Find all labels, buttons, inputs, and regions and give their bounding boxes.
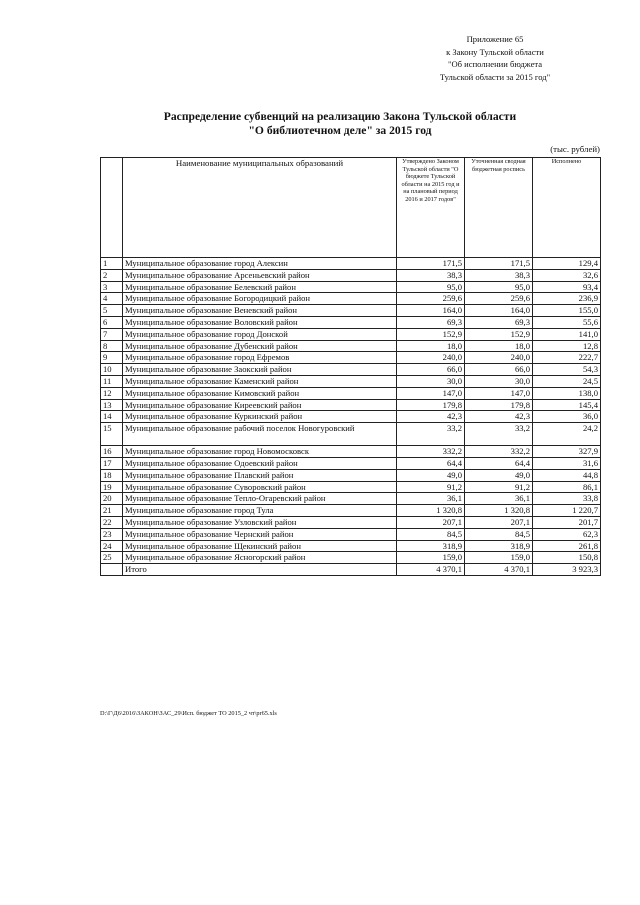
table-row <box>101 340 601 352</box>
row-name: Муниципальное образование рабочий поселок Новогуровский <box>123 423 397 446</box>
row-executed: 222,7 <box>533 352 601 364</box>
row-revised: 152,9 <box>465 328 533 340</box>
row-name: Муниципальное образование Киреевский район <box>123 399 397 411</box>
header-name: Наименование муниципальных образований <box>123 158 397 258</box>
row-name: Муниципальное образование Куркинский район <box>123 411 397 423</box>
row-executed: 236,9 <box>533 293 601 305</box>
row-executed: 129,4 <box>533 258 601 270</box>
table-row <box>101 375 601 387</box>
row-number: 8 <box>101 340 123 352</box>
row-number: 21 <box>101 505 123 517</box>
table-row <box>101 540 601 552</box>
total-row <box>101 564 601 576</box>
row-number: 18 <box>101 469 123 481</box>
table-row <box>101 528 601 540</box>
row-executed: 24,2 <box>533 423 601 446</box>
row-executed: 93,4 <box>533 281 601 293</box>
table-row <box>101 387 601 399</box>
table-row <box>101 505 601 517</box>
header-executed: Исполнено <box>533 158 601 258</box>
row-number: 12 <box>101 387 123 399</box>
units-label: (тыс. рублей) <box>550 144 600 154</box>
row-revised: 332,2 <box>465 446 533 458</box>
row-name: Муниципальное образование Кимовский район <box>123 387 397 399</box>
row-number: 7 <box>101 328 123 340</box>
row-executed: 12,8 <box>533 340 601 352</box>
row-number: 1 <box>101 258 123 270</box>
row-executed: 327,9 <box>533 446 601 458</box>
row-revised: 38,3 <box>465 269 533 281</box>
row-approved: 49,0 <box>397 469 465 481</box>
table-row <box>101 293 601 305</box>
total-number <box>101 564 123 576</box>
table-row <box>101 316 601 328</box>
row-number: 19 <box>101 481 123 493</box>
header-revised: Уточненная сводная бюджетная роспись <box>465 158 533 258</box>
row-approved: 147,0 <box>397 387 465 399</box>
row-name: Муниципальное образование Каменский район <box>123 375 397 387</box>
row-executed: 150,8 <box>533 552 601 564</box>
row-approved: 42,3 <box>397 411 465 423</box>
row-name: Муниципальное образование город Тула <box>123 505 397 517</box>
row-number: 15 <box>101 423 123 446</box>
row-revised: 179,8 <box>465 399 533 411</box>
header-approved: Утверждено Законом Тульской области "О бюджете Тульской области на 2015 год и на плановый период 2016 и 2017 годов" <box>397 158 465 258</box>
row-revised: 36,1 <box>465 493 533 505</box>
total-approved: 4 370,1 <box>397 564 465 576</box>
row-name: Муниципальное образование город Донской <box>123 328 397 340</box>
row-approved: 38,3 <box>397 269 465 281</box>
row-approved: 84,5 <box>397 528 465 540</box>
row-approved: 164,0 <box>397 305 465 317</box>
row-revised: 69,3 <box>465 316 533 328</box>
row-approved: 179,8 <box>397 399 465 411</box>
row-name: Муниципальное образование Чернский район <box>123 528 397 540</box>
row-executed: 54,3 <box>533 364 601 376</box>
row-approved: 171,5 <box>397 258 465 270</box>
row-executed: 24,5 <box>533 375 601 387</box>
row-revised: 240,0 <box>465 352 533 364</box>
row-name: Муниципальное образование город Алексин <box>123 258 397 270</box>
row-name: Муниципальное образование Веневский район <box>123 305 397 317</box>
row-number: 5 <box>101 305 123 317</box>
row-executed: 141,0 <box>533 328 601 340</box>
row-executed: 32,6 <box>533 269 601 281</box>
table-row <box>101 411 601 423</box>
row-approved: 66,0 <box>397 364 465 376</box>
row-name: Муниципальное образование Арсеньевский район <box>123 269 397 281</box>
row-name: Муниципальное образование Заокский район <box>123 364 397 376</box>
row-approved: 95,0 <box>397 281 465 293</box>
table-row <box>101 364 601 376</box>
row-revised: 84,5 <box>465 528 533 540</box>
row-name: Муниципальное образование город Ефремов <box>123 352 397 364</box>
appendix-line-2: к Закону Тульской области <box>446 46 544 57</box>
row-executed: 155,0 <box>533 305 601 317</box>
row-revised: 95,0 <box>465 281 533 293</box>
row-approved: 240,0 <box>397 352 465 364</box>
row-executed: 36,0 <box>533 411 601 423</box>
row-approved: 152,9 <box>397 328 465 340</box>
row-name: Муниципальное образование Богородицкий район <box>123 293 397 305</box>
table-row <box>101 446 601 458</box>
row-executed: 138,0 <box>533 387 601 399</box>
table-row <box>101 469 601 481</box>
row-revised: 171,5 <box>465 258 533 270</box>
row-name: Муниципальное образование Дубенский район <box>123 340 397 352</box>
row-approved: 91,2 <box>397 481 465 493</box>
row-number: 6 <box>101 316 123 328</box>
row-executed: 201,7 <box>533 516 601 528</box>
row-name: Муниципальное образование Воловский район <box>123 316 397 328</box>
row-number: 9 <box>101 352 123 364</box>
row-approved: 69,3 <box>397 316 465 328</box>
row-revised: 147,0 <box>465 387 533 399</box>
row-approved: 64,4 <box>397 457 465 469</box>
row-name: Муниципальное образование город Новомосковск <box>123 446 397 458</box>
row-revised: 64,4 <box>465 457 533 469</box>
row-number: 23 <box>101 528 123 540</box>
appendix-line-4: Тульской области за 2015 год" <box>439 71 551 82</box>
appendix-header <box>400 33 590 83</box>
row-approved: 332,2 <box>397 446 465 458</box>
title-line-1: Распределение субвенций на реализацию Закона Тульской области <box>163 110 517 123</box>
row-approved: 318,9 <box>397 540 465 552</box>
row-approved: 1 320,8 <box>397 505 465 517</box>
row-revised: 164,0 <box>465 305 533 317</box>
table-row <box>101 352 601 364</box>
row-name: Муниципальное образование Суворовский район <box>123 481 397 493</box>
row-executed: 261,8 <box>533 540 601 552</box>
row-revised: 18,0 <box>465 340 533 352</box>
row-revised: 259,6 <box>465 293 533 305</box>
row-approved: 259,6 <box>397 293 465 305</box>
total-label: Итого <box>123 564 397 576</box>
row-name: Муниципальное образование Щекинский район <box>123 540 397 552</box>
footer-file-path: D:\Г\Д6\2016\ЗАКОН\ЗАС_29\Исп. бюджет ТО 2015_2 чт\pr65.xls <box>100 710 277 717</box>
row-approved: 207,1 <box>397 516 465 528</box>
row-number: 4 <box>101 293 123 305</box>
table-row <box>101 258 601 270</box>
table-row <box>101 281 601 293</box>
row-number: 10 <box>101 364 123 376</box>
appendix-line-1: Приложение 65 <box>466 34 524 44</box>
row-number: 25 <box>101 552 123 564</box>
row-revised: 318,9 <box>465 540 533 552</box>
row-number: 16 <box>101 446 123 458</box>
row-number: 22 <box>101 516 123 528</box>
row-revised: 49,0 <box>465 469 533 481</box>
table-body <box>101 258 601 564</box>
row-name: Муниципальное образование Ясногорский район <box>123 552 397 564</box>
title-line-2: "О библиотечном деле" за 2015 год <box>248 124 432 137</box>
subsidy-table <box>100 157 601 576</box>
row-approved: 33,2 <box>397 423 465 446</box>
table-row <box>101 328 601 340</box>
table-row <box>101 269 601 281</box>
row-revised: 33,2 <box>465 423 533 446</box>
row-name: Муниципальное образование Плавский район <box>123 469 397 481</box>
row-approved: 159,0 <box>397 552 465 564</box>
table-row <box>101 516 601 528</box>
table-row <box>101 493 601 505</box>
header-number <box>101 158 123 258</box>
row-number: 13 <box>101 399 123 411</box>
row-executed: 145,4 <box>533 399 601 411</box>
row-executed: 31,6 <box>533 457 601 469</box>
row-approved: 36,1 <box>397 493 465 505</box>
row-approved: 18,0 <box>397 340 465 352</box>
row-name: Муниципальное образование Узловский район <box>123 516 397 528</box>
appendix-line-3: "Об исполнении бюджета <box>447 59 543 69</box>
row-number: 24 <box>101 540 123 552</box>
row-number: 14 <box>101 411 123 423</box>
document-title <box>120 110 560 138</box>
row-name: Муниципальное образование Тепло-Огаревский район <box>123 493 397 505</box>
total-executed: 3 923,3 <box>533 564 601 576</box>
table-header-row <box>101 158 601 258</box>
table-row <box>101 457 601 469</box>
row-number: 20 <box>101 493 123 505</box>
row-number: 3 <box>101 281 123 293</box>
row-number: 2 <box>101 269 123 281</box>
row-revised: 207,1 <box>465 516 533 528</box>
row-number: 11 <box>101 375 123 387</box>
row-revised: 91,2 <box>465 481 533 493</box>
row-revised: 30,0 <box>465 375 533 387</box>
table-row <box>101 399 601 411</box>
row-executed: 86,1 <box>533 481 601 493</box>
row-executed: 55,6 <box>533 316 601 328</box>
row-revised: 66,0 <box>465 364 533 376</box>
table-row <box>101 552 601 564</box>
row-executed: 33,8 <box>533 493 601 505</box>
row-executed: 1 220,7 <box>533 505 601 517</box>
table-row <box>101 481 601 493</box>
table-row <box>101 423 601 446</box>
row-revised: 42,3 <box>465 411 533 423</box>
total-revised: 4 370,1 <box>465 564 533 576</box>
row-executed: 44,8 <box>533 469 601 481</box>
row-approved: 30,0 <box>397 375 465 387</box>
row-name: Муниципальное образование Одоевский район <box>123 457 397 469</box>
table-row <box>101 305 601 317</box>
row-name: Муниципальное образование Белевский район <box>123 281 397 293</box>
row-revised: 1 320,8 <box>465 505 533 517</box>
row-number: 17 <box>101 457 123 469</box>
row-revised: 159,0 <box>465 552 533 564</box>
row-executed: 62,3 <box>533 528 601 540</box>
